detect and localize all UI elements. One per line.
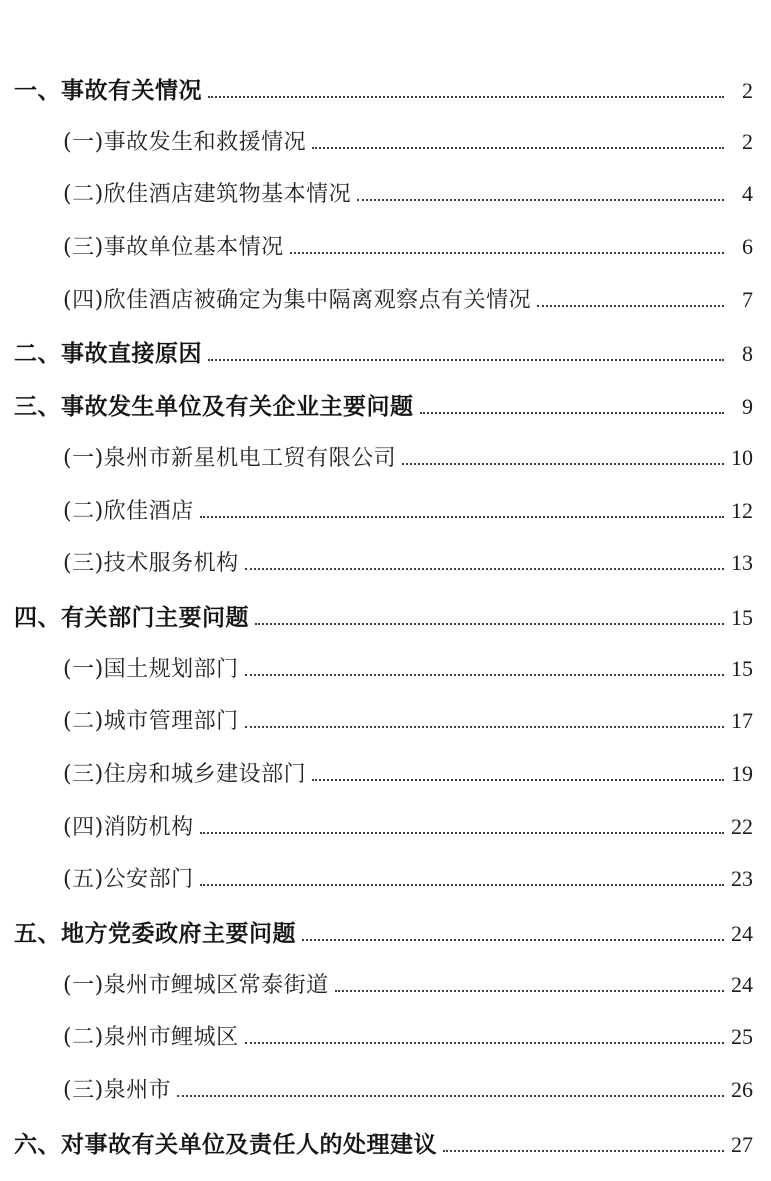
toc-entry[interactable]	[0, 59, 753, 112]
toc-leader-dots	[245, 568, 724, 570]
toc-entry[interactable]	[0, 955, 753, 1008]
toc-leader-dots	[245, 674, 724, 676]
toc-leader-dots	[443, 1150, 724, 1152]
toc-entry-page-number: 13	[731, 550, 753, 576]
toc-entry[interactable]	[0, 270, 753, 323]
toc-entry-page-number: 24	[731, 921, 753, 946]
toc-entry-page-number: 22	[731, 813, 753, 839]
toc-entry-page-number: 15	[731, 604, 753, 630]
toc-entry-label: (四)欣佳酒店被确定为集中隔离观察点有关情况	[63, 287, 532, 313]
toc-entry[interactable]	[0, 164, 753, 217]
toc-entry-label: (三)住房和城乡建设部门	[63, 761, 307, 787]
toc-entry[interactable]	[0, 322, 753, 375]
toc-entry-label: (五)公安部门	[63, 867, 194, 893]
toc-leader-dots	[537, 305, 724, 307]
toc-entry-label: (一)泉州市鲤城区常泰街道	[63, 972, 329, 998]
toc-entry-label: 一、事故有关情况	[14, 77, 202, 103]
toc-leader-dots	[245, 726, 724, 728]
toc-entry-label: (三)技术服务机构	[63, 551, 239, 577]
toc-leader-dots	[312, 779, 724, 781]
toc-entry-page-number: 9	[742, 394, 753, 420]
toc-entry[interactable]	[0, 849, 753, 902]
toc-entry-page-number: 15	[731, 655, 753, 681]
toc-entry-page-number: 6	[742, 234, 753, 260]
toc-leader-dots	[200, 516, 724, 518]
toc-entry-page-number: 4	[742, 181, 753, 207]
toc-entry-label: 五、地方党委政府主要问题	[14, 920, 296, 946]
toc-entry[interactable]	[0, 691, 753, 744]
toc-leader-dots	[302, 939, 724, 941]
toc-entry-label: (一)事故发生和救援情况	[63, 129, 307, 155]
toc-leader-dots	[208, 96, 724, 98]
toc-entry-label: (四)消防机构	[63, 814, 194, 840]
toc-leader-dots	[420, 412, 725, 414]
toc-entry[interactable]	[0, 639, 753, 692]
toc-leader-dots	[335, 990, 724, 992]
toc-entry-label: (一)国土规划部门	[63, 656, 239, 682]
toc-entry-label: 二、事故直接原因	[14, 340, 202, 367]
toc-leader-dots	[177, 1095, 724, 1097]
toc-entry-page-number: 24	[731, 971, 753, 997]
toc-entry[interactable]	[0, 481, 753, 534]
toc-entry-page-number: 23	[731, 866, 753, 892]
toc-entry[interactable]	[0, 902, 753, 955]
toc-entry[interactable]	[0, 217, 753, 270]
toc-entry-page-number: 7	[742, 286, 753, 312]
toc-entry-page-number: 10	[731, 444, 753, 470]
toc-entry-page-number: 19	[731, 760, 753, 786]
toc-entry-page-number: 17	[731, 708, 753, 734]
toc-entry-label: 四、有关部门主要问题	[14, 603, 249, 630]
toc-entry-label: (三)泉州市	[63, 1078, 172, 1104]
toc-entry-page-number: 26	[731, 1077, 753, 1103]
toc-entry-label: 三、事故发生单位及有关企业主要问题	[14, 393, 414, 420]
toc-leader-dots	[200, 832, 724, 834]
toc-entry-page-number: 27	[731, 1131, 753, 1157]
toc-entry[interactable]	[0, 112, 753, 165]
toc-entry-label: (二)城市管理部门	[63, 709, 239, 735]
toc-entry[interactable]	[0, 1060, 753, 1113]
toc-leader-dots	[312, 147, 724, 149]
toc-entry[interactable]	[0, 586, 753, 639]
toc-entry[interactable]	[0, 428, 753, 481]
toc-entry-label: (二)泉州市鲤城区	[63, 1025, 239, 1051]
toc-entry[interactable]	[0, 797, 753, 850]
toc-leader-dots	[208, 359, 724, 361]
toc-entry-label: 六、对事故有关单位及责任人的处理建议	[14, 1130, 437, 1157]
toc-entry-label: (一)泉州市新星机电工贸有限公司	[63, 445, 397, 471]
toc-leader-dots	[255, 623, 724, 625]
toc-entry[interactable]	[0, 533, 753, 586]
toc-leader-dots	[402, 463, 724, 465]
toc-leader-dots	[357, 199, 724, 201]
toc-entry-label: (二)欣佳酒店	[63, 498, 194, 524]
toc-entry[interactable]	[0, 375, 753, 428]
toc-entry[interactable]	[0, 1007, 753, 1060]
toc-entry-page-number: 25	[731, 1024, 753, 1050]
toc-entry-label: (三)事故单位基本情况	[63, 235, 284, 261]
toc-leader-dots	[200, 884, 724, 886]
toc-leader-dots	[245, 1042, 724, 1044]
toc-entry-page-number: 8	[742, 341, 753, 367]
toc-entry[interactable]	[0, 1113, 753, 1166]
toc-entry-page-number: 2	[742, 78, 753, 103]
toc-entry[interactable]	[0, 744, 753, 797]
toc-leader-dots	[290, 252, 724, 254]
toc-entry-page-number: 2	[742, 128, 753, 154]
toc-entry-label: (二)欣佳酒店建筑物基本情况	[63, 182, 352, 208]
toc-entry-page-number: 12	[731, 497, 753, 523]
